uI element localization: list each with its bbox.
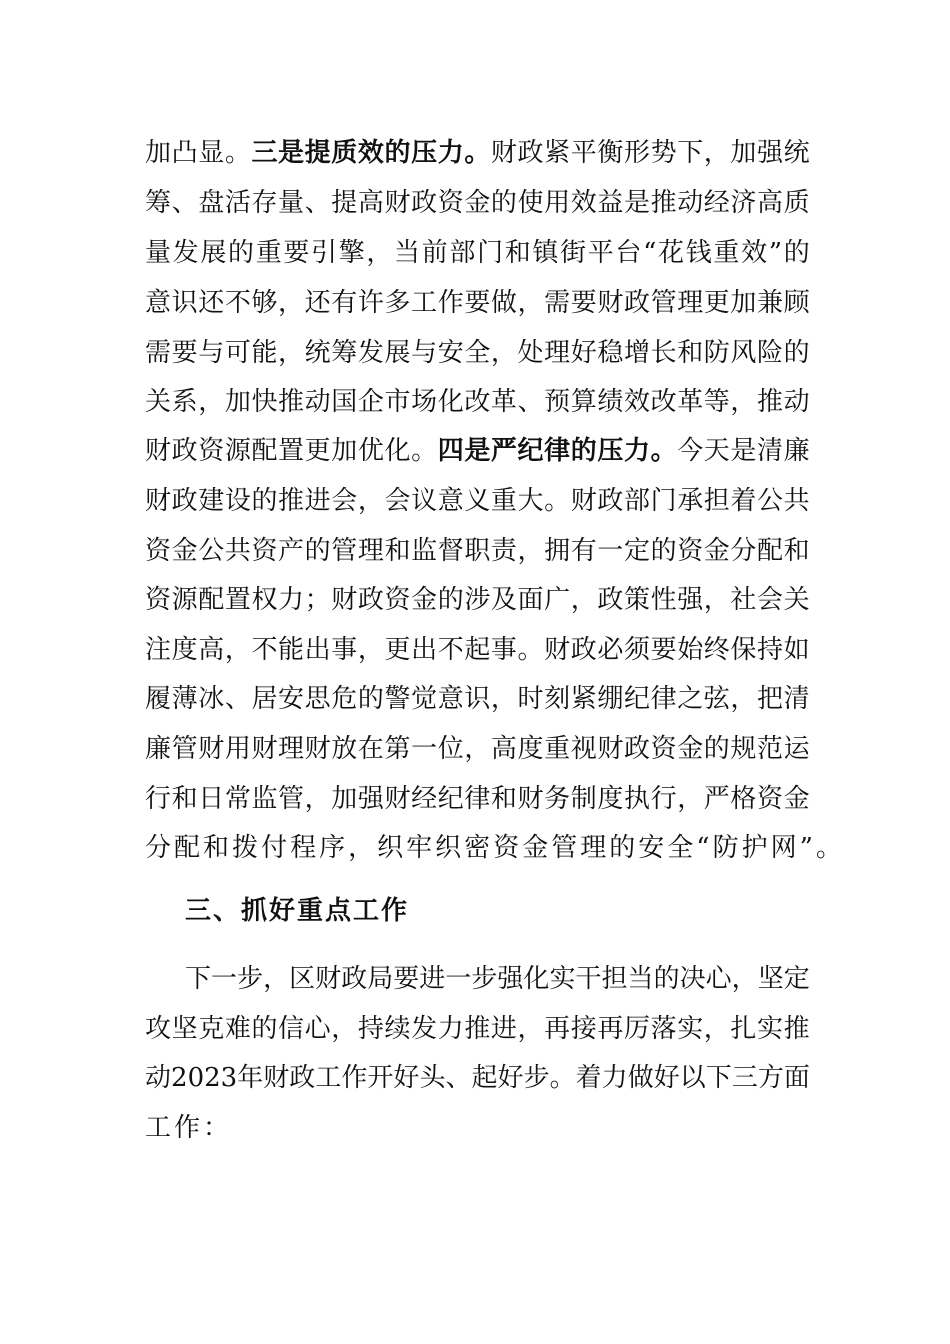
text-line: 筹 、 盘 活 存 量 、 提 高 财 政 资 金 的 使 用 效 益 是 推 动 经 济 高 质 [145,188,810,218]
text-line: 工 作 ： [145,1113,230,1143]
text-line: 廉 管 财 用 财 理 财 放 在 第 一 位 ， 高 度 重 视 财 政 资 金 的 规 范 运 [145,734,810,764]
text-line: 攻 坚 克 难 的 信 心 ， 持 续 发 力 推 进 ， 再 接 再 厉 落 实 ， 扎 实 推 [145,1014,810,1044]
text-line: 资 源 配 置 权 力 ； 财 政 资 金 的 涉 及 面 广 ， 政 策 性 强 ， 社 会 关 [145,585,810,615]
text-line: 财 政 建 设 的 推 进 会 ， 会 议 意 义 重 大 。 财 政 部 门 承 担 着 公 共 [145,486,810,516]
text-line: 注 度 高 ， 不 能 出 事 ， 更 出 不 起 事 。 财 政 必 须 要 始 终 保 持 如 [145,635,810,665]
text-line: 行 和 日 常 监 管 ， 加 强 财 经 纪 律 和 财 务 制 度 执 行 ， 严 格 资 金 [145,784,810,814]
text-line: 关 系 ， 加 快 推 动 国 企 市 场 化 改 革 、 预 算 绩 效 改 革 等 ， 推 动 [145,387,810,417]
text-line: 动 2023 年 财 政 工 作 开 好 头 、 起 好 步 。 着 力 做 好 以 下 三 方 面 [145,1063,810,1093]
text-line: 需 要 与 可 能 ， 统 筹 发 展 与 安 全 ， 处 理 好 稳 增 长 和 防 风 险 的 [145,338,810,368]
section-heading: 三、抓好重点工作 [185,896,410,926]
text-line: 下 一 步 ， 区 财 政 局 要 进 一 步 强 化 实 干 担 当 的 决 心 ， 坚 定 [185,964,810,994]
text-line: 加 凸 显 。 三 是 提 质 效 的 压 力 。 财 政 紧 平 衡 形 势 下 ， 加 强 统 [145,138,810,168]
text-line: 资 金 公 共 资 产 的 管 理 和 监 督 职 责 ， 拥 有 一 定 的 资 金 分 配 和 [145,536,810,566]
text-line: 履 薄 冰 、 居 安 思 危 的 警 觉 意 识 ， 时 刻 紧 绷 纪 律 之 弦 ， 把 清 [145,684,810,714]
text-line: 财 政 资 源 配 置 更 加 优 化 。 四 是 严 纪 律 的 压 力 。 今 天 是 清 廉 [145,436,810,466]
text-line: 分 配 和 拨 付 程 序 ， 织 牢 织 密 资 金 管 理 的 安 全 “ 防 护 网 ” 。 [145,833,842,863]
text-line: 意 识 还 不 够 ， 还 有 许 多 工 作 要 做 ， 需 要 财 政 管 理 更 加 兼 顾 [145,288,810,318]
text-line: 量 发 展 的 重 要 引 擎 ， 当 前 部 门 和 镇 街 平 台 “ 花 钱 重 效 ” 的 [145,238,810,268]
